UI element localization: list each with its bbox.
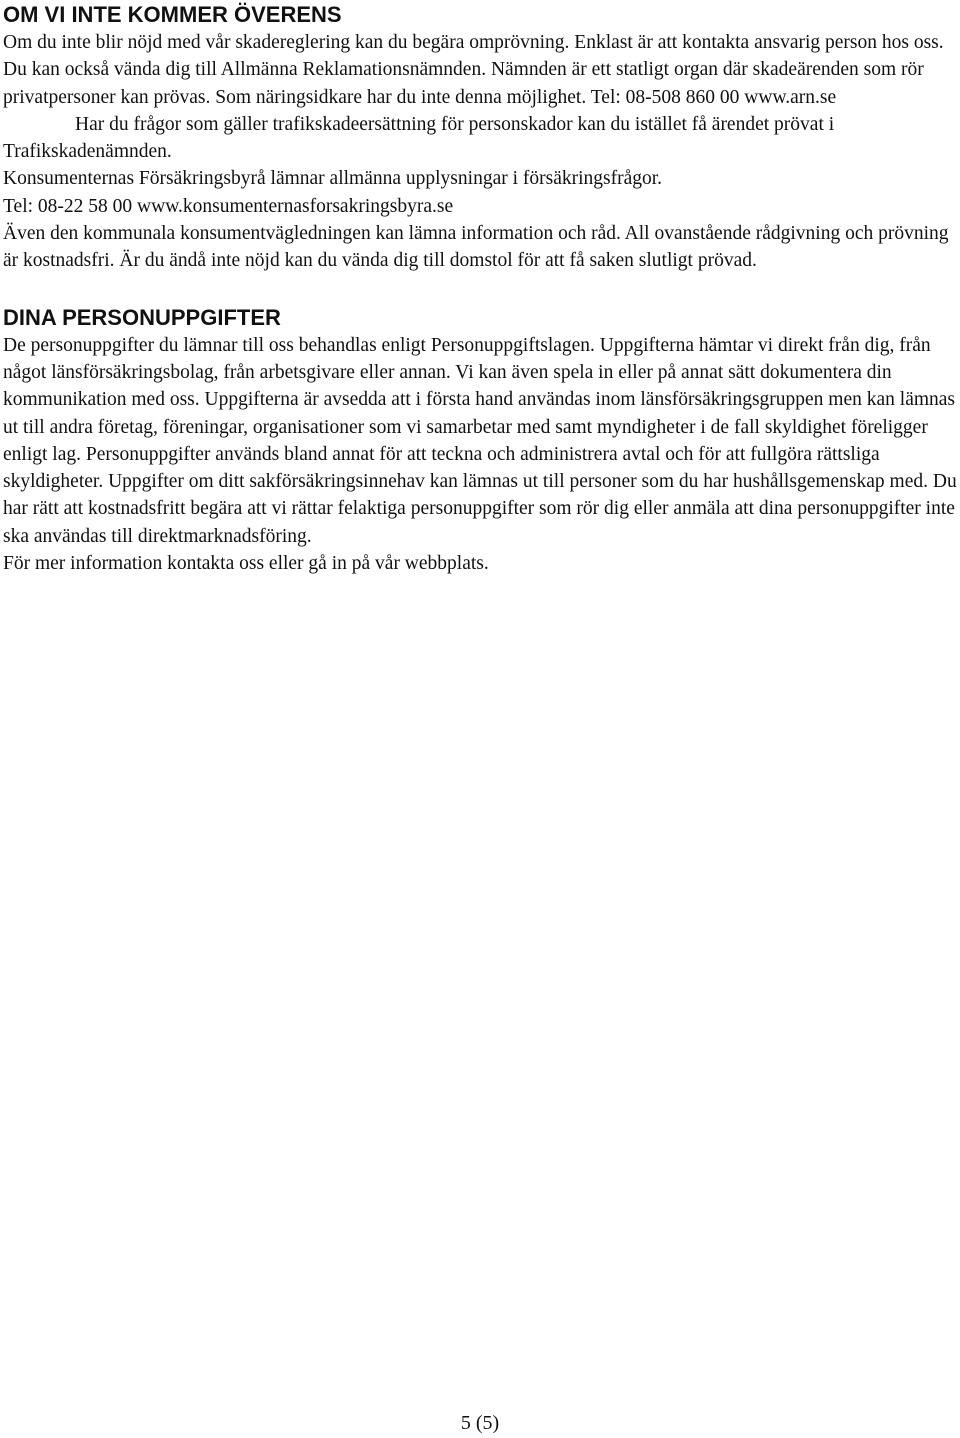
traffic-injury-text: Har du frågor som gäller trafikskadeersättning för personskador kan du istället få ärendet prövat i Trafikskadenämnden. xyxy=(3,113,835,163)
complaints-paragraph-traffic-injury xyxy=(3,111,958,166)
complaints-paragraph-consumer-bureau: Konsumenternas Försäkringsbyrå lämnar allmänna upplysningar i försäkringsfrågor. xyxy=(3,168,663,190)
complaints-paragraph-reconsideration: Om du inte blir nöjd med vår skadereglering kan du begära omprövning. Enklast är att kontakta ansvarig person hos oss. Du kan också vända dig till Allmänna Reklamationsnämnden. Nämnden är ett statligt organ där skadeärenden som rör privatpersoner kan prövas. Som näringsidkare har du inte denna möjlighet. Tel: 08-508 860 00 www.arn.se xyxy=(3,32,944,108)
personal-data-more-info: För mer information kontakta oss eller gå in på vår webbplats. xyxy=(3,553,489,575)
page-number: 5 (5) xyxy=(460,1412,500,1434)
document-page xyxy=(3,0,958,577)
complaints-heading: OM VI INTE KOMMER ÖVERENS xyxy=(3,2,342,27)
personal-data-heading: DINA PERSONUPPGIFTER xyxy=(3,304,281,330)
complaints-paragraph-consumer-bureau-contact: Tel: 08-22 58 00 www.konsumenternasforsakringsbyra.se xyxy=(3,195,454,217)
complaints-paragraph-municipal-guidance: Även den kommunala konsumentvägledningen kan lämna information och råd. All ovanstående rådgivning och prövning är kostnadsfri. Är du ändå inte nöjd kan du vända dig till domstol för att få saken slutligt prövad. xyxy=(3,223,949,272)
personal-data-paragraph: De personuppgifter du lämnar till oss behandlas enligt Personuppgiftslagen. Uppgifterna hämtar vi direkt från dig, från något länsförsäkringsbolag, från arbetsgivare eller annan. Vi kan även spela in eller på annat sätt dokumentera din kommunikation med oss. Uppgifterna är avsedda att i första hand användas inom länsförsäkringsgruppen men kan lämnas ut till andra företag, föreningar, organisationer som vi samarbetar med samt myndigheter i de fall skyldighet föreligger enligt lag. Personuppgifter används bland annat för att teckna och administrera avtal och för att fullgöra rättsliga skyldigheter. Uppgifter om ditt sakförsäkringsinnehav kan lämnas ut till personer som du har hushållsgemenskap med. Du har rätt att kostnadsfritt begära att vi rättar felaktiga personuppgifter som rör dig eller anmäla att dina personuppgifter inte ska användas till direktmarknadsföring. xyxy=(3,334,957,547)
